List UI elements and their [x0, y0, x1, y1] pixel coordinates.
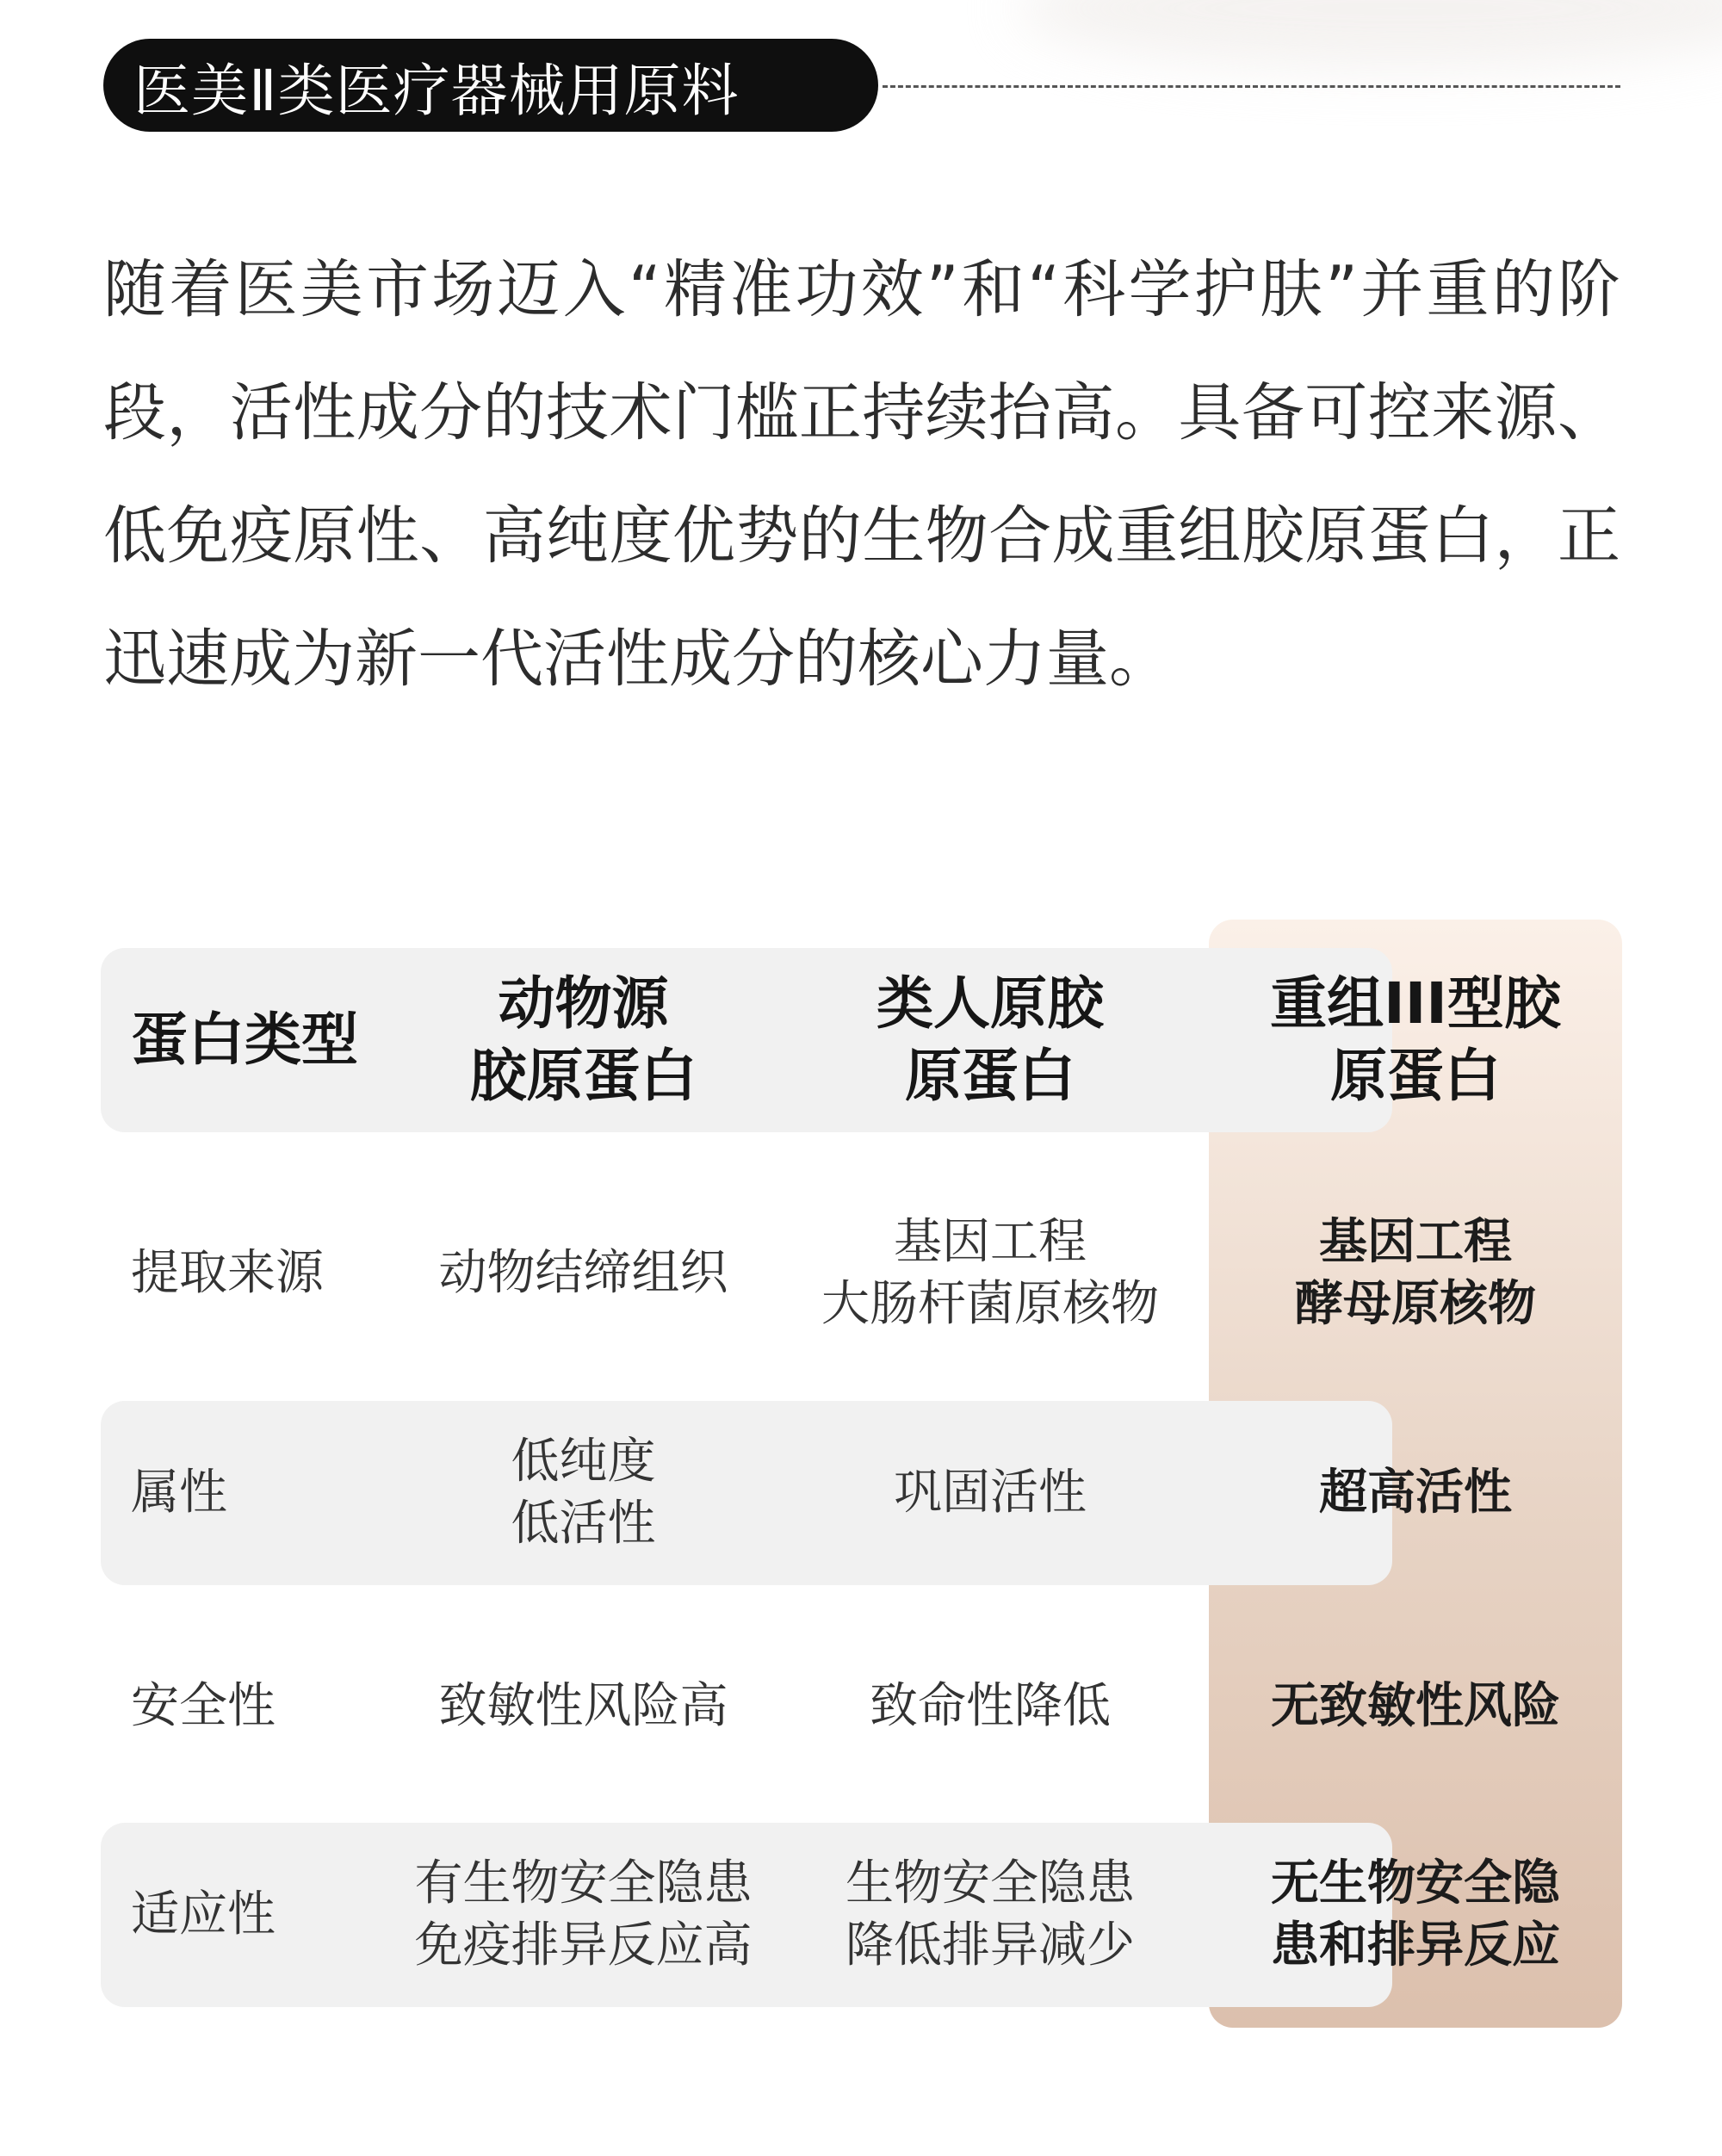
header-recombinant-collagen-text: 重组III型胶 原蛋白 [1270, 970, 1561, 1109]
corner-glow [1016, 0, 1722, 69]
cell-animal: 致敏性风险高 [438, 1678, 728, 1734]
section-title: 医美Ⅱ类医疗器械用原料 [133, 57, 740, 124]
table-row [0, 1181, 1722, 1366]
row-label: 属性 [131, 1465, 227, 1521]
cell-humanlike: 巩固活性 [894, 1465, 1087, 1521]
title-dashed-divider [883, 85, 1620, 88]
row-label: 适应性 [131, 1886, 276, 1942]
table-header-row [0, 948, 1722, 1132]
intro-paragraph: 随着医美市场迈入“精准功效”和“科学护肤”并重的阶段，活性成分的技术门槛正持续抬高。具备可控来源、低免疫原性、高纯度优势的生物合成重组胶原蛋白，正迅速成为新一代活性成分的核心力量。 [103, 253, 1620, 696]
header-humanlike-collagen-text: 类人原胶 原蛋白 [876, 970, 1104, 1109]
cell-humanlike: 生物安全隐患 降低排异减少 [846, 1856, 1135, 1973]
header-humanlike-collagen [792, 948, 1188, 1132]
table-row [0, 1401, 1722, 1585]
cell-animal: 低纯度 低活性 [511, 1434, 656, 1552]
cell-recombinant: 无生物安全隐 患和排异反应 [1271, 1856, 1560, 1973]
header-label [131, 948, 389, 1132]
table-row [0, 1620, 1722, 1793]
section-title-pill [103, 39, 878, 132]
cell-recombinant: 基因工程 酵母原核物 [1295, 1214, 1536, 1332]
header-animal-collagen [392, 948, 775, 1132]
header-label-text: 蛋白类型 [131, 1007, 358, 1073]
cell-animal: 有生物安全隐患 免疫排异反应高 [414, 1856, 753, 1973]
row-label: 安全性 [131, 1678, 276, 1734]
row-label: 提取来源 [131, 1245, 324, 1301]
cell-recombinant: 无致敏性风险 [1271, 1678, 1560, 1734]
header-animal-collagen-text: 动物源 胶原蛋白 [469, 970, 697, 1109]
cell-recombinant: 超高活性 [1319, 1465, 1512, 1521]
cell-animal: 动物结缔组织 [438, 1245, 728, 1301]
cell-humanlike: 基因工程 大肠杆菌原核物 [821, 1214, 1159, 1332]
header-recombinant-collagen [1209, 948, 1622, 1132]
cell-humanlike: 致命性降低 [870, 1678, 1111, 1734]
table-row [0, 1823, 1722, 2007]
